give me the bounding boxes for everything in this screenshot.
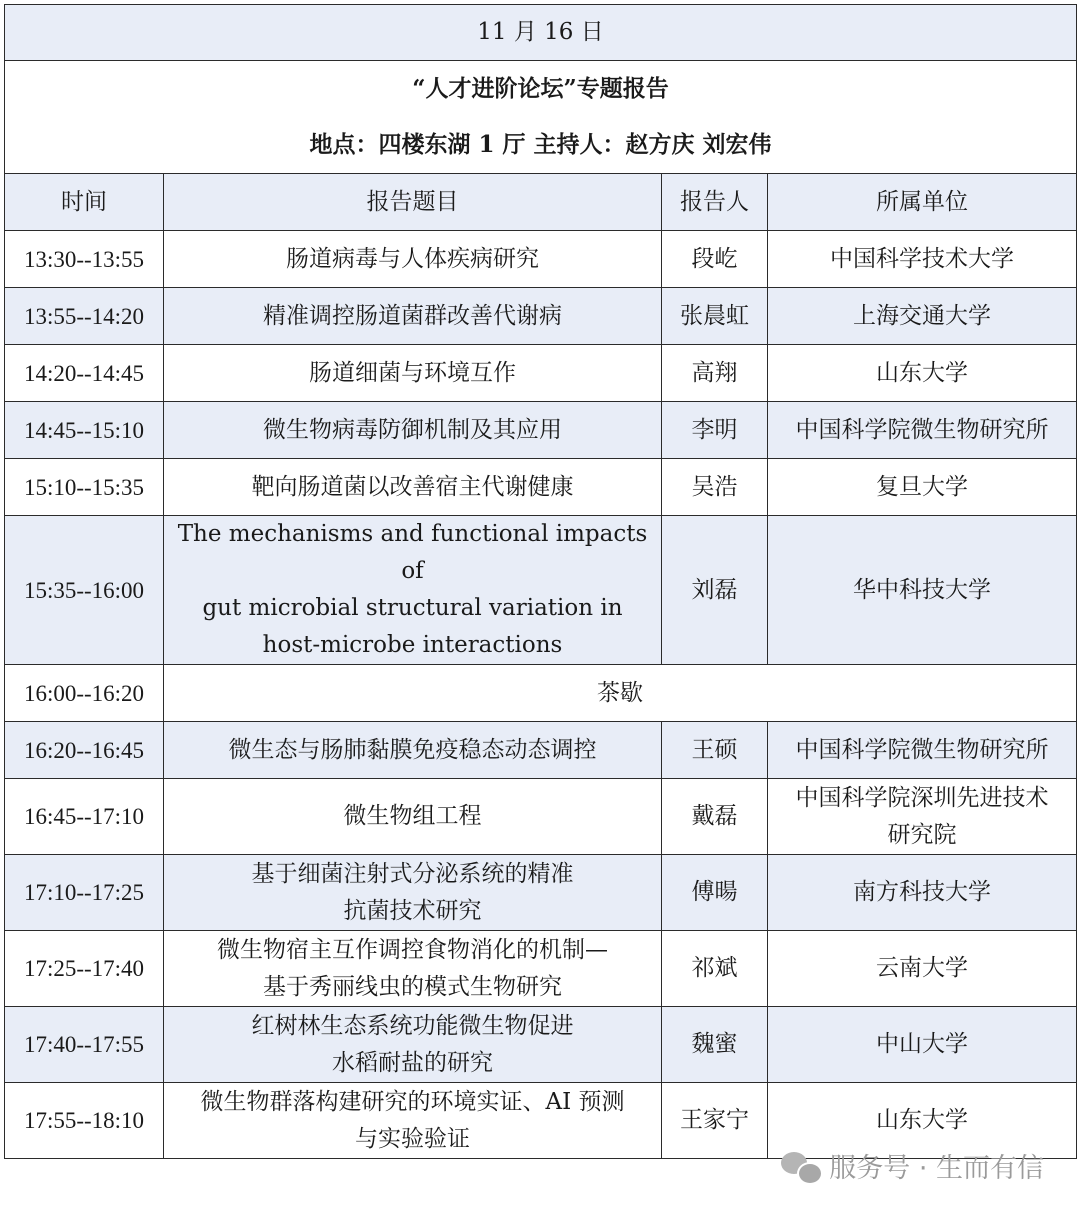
title-cell: [164, 1007, 662, 1083]
title-line: 微生态与肠肺黏膜免疫稳态动态调控: [228, 736, 597, 763]
title-line: 微生物病毒防御机制及其应用: [263, 416, 562, 443]
time-cell: 17:55--18:10: [5, 1083, 164, 1159]
title-line: 红树林生态系统功能微生物促进: [251, 1012, 574, 1039]
table-row: [5, 722, 1077, 779]
org-line: 云南大学: [876, 955, 969, 981]
session-location: 地点：四楼东湖 1 厅 主持人：赵方庆 刘宏伟: [309, 131, 772, 158]
speaker-cell: 高翔: [662, 345, 768, 402]
org-cell: [768, 345, 1077, 402]
speaker-cell: 傅暘: [662, 855, 768, 931]
org-line: 山东大学: [876, 1107, 969, 1133]
time-cell: 16:20--16:45: [5, 722, 164, 779]
title-line: 肠道细菌与环境互作: [309, 359, 516, 386]
title-line: 微生物组工程: [343, 803, 482, 829]
title-cell: [164, 231, 662, 288]
title-cell: [164, 855, 662, 931]
table-row: [5, 665, 1077, 722]
break-cell: 茶歇: [164, 665, 1077, 722]
title-cell: [164, 345, 662, 402]
title-cell: [164, 1083, 662, 1159]
org-line: 复旦大学: [876, 473, 969, 500]
org-line: 研究院: [887, 821, 957, 848]
wechat-icon: [781, 1150, 821, 1182]
watermark: [781, 1146, 1044, 1185]
column-header-title: 报告题目: [164, 174, 662, 231]
time-cell: 16:00--16:20: [5, 665, 164, 722]
time-cell: 17:25--17:40: [5, 931, 164, 1007]
title-cell: [164, 722, 662, 779]
table-row: [5, 459, 1077, 516]
org-line: 南方科技大学: [853, 879, 992, 905]
table-row: [5, 516, 1077, 665]
time-cell: 13:30--13:55: [5, 231, 164, 288]
speaker-cell: 段屹: [662, 231, 768, 288]
title-cell: [164, 931, 662, 1007]
header-row: [5, 174, 1077, 231]
org-cell: [768, 516, 1077, 665]
title-line: 微生物宿主互作调控食物消化的机制—: [217, 936, 608, 963]
column-header-org: 所属单位: [768, 174, 1077, 231]
time-cell: 17:40--17:55: [5, 1007, 164, 1083]
title-line: 精准调控肠道菌群改善代谢病: [263, 302, 562, 329]
title-line: 靶向肠道菌以改善宿主代谢健康: [251, 473, 574, 500]
watermark-text: 服务号 · 生而有信: [829, 1153, 1044, 1184]
session-title: “人才进阶论坛”专题报告: [412, 75, 669, 102]
table-row: [5, 779, 1077, 855]
time-cell: 13:55--14:20: [5, 288, 164, 345]
column-header-time: 时间: [5, 174, 164, 231]
title-line: 肠道病毒与人体疾病研究: [286, 245, 539, 272]
time-cell: 15:10--15:35: [5, 459, 164, 516]
title-line: 与实验验证: [355, 1125, 470, 1152]
speaker-cell: 张晨虹: [662, 288, 768, 345]
org-line: 中国科学技术大学: [830, 245, 1015, 272]
title-line: 基于细菌注射式分泌系统的精准: [251, 860, 574, 887]
column-header-speaker: 报告人: [662, 174, 768, 231]
table-row: [5, 288, 1077, 345]
org-cell: [768, 231, 1077, 288]
title-cell: [164, 288, 662, 345]
time-cell: 16:45--17:10: [5, 779, 164, 855]
title-line: 微生物群落构建研究的环境实证、AI 预测: [200, 1088, 625, 1115]
org-cell: [768, 931, 1077, 1007]
org-line: 中国科学院微生物研究所: [795, 736, 1049, 763]
org-line: 中国科学院微生物研究所: [795, 416, 1049, 443]
title-line: 基于秀丽线虫的模式生物研究: [263, 973, 562, 1000]
session-info-row: [5, 61, 1077, 174]
speaker-cell: 王家宁: [662, 1083, 768, 1159]
speaker-cell: 魏蜜: [662, 1007, 768, 1083]
time-cell: 17:10--17:25: [5, 855, 164, 931]
org-line: 华中科技大学: [853, 576, 992, 603]
schedule-table: [4, 4, 1077, 1159]
speaker-cell: 王硕: [662, 722, 768, 779]
title-line: 抗菌技术研究: [343, 897, 482, 924]
title-line: 水稻耐盐的研究: [332, 1049, 493, 1076]
date-row: [5, 5, 1077, 61]
table-row: [5, 345, 1077, 402]
table-row: [5, 855, 1077, 931]
org-cell: [768, 855, 1077, 931]
date-cell: 11 月 16 日: [5, 5, 1077, 61]
time-cell: 15:35--16:00: [5, 516, 164, 665]
table-row: [5, 1007, 1077, 1083]
org-cell: [768, 779, 1077, 855]
org-cell: [768, 722, 1077, 779]
org-cell: [768, 402, 1077, 459]
table-row: [5, 231, 1077, 288]
speaker-cell: 祁斌: [662, 931, 768, 1007]
org-line: 中国科学院深圳先进技术: [795, 784, 1049, 811]
org-cell: [768, 459, 1077, 516]
session-info-cell: [5, 61, 1077, 174]
org-cell: [768, 288, 1077, 345]
title-cell: [164, 516, 662, 665]
org-line: 中山大学: [876, 1031, 969, 1057]
title-line: host-microbe interactions: [262, 632, 563, 658]
speaker-cell: 李明: [662, 402, 768, 459]
speaker-cell: 刘磊: [662, 516, 768, 665]
org-line: 山东大学: [876, 359, 969, 386]
title-cell: [164, 779, 662, 855]
org-cell: [768, 1007, 1077, 1083]
table-row: [5, 402, 1077, 459]
speaker-cell: 戴磊: [662, 779, 768, 855]
time-cell: 14:45--15:10: [5, 402, 164, 459]
title-line: The mechanisms and functional impacts of: [177, 521, 648, 584]
title-line: gut microbial structural variation in: [202, 595, 623, 621]
title-cell: [164, 402, 662, 459]
org-line: 上海交通大学: [853, 302, 992, 329]
title-cell: [164, 459, 662, 516]
table-row: [5, 931, 1077, 1007]
time-cell: 14:20--14:45: [5, 345, 164, 402]
speaker-cell: 吴浩: [662, 459, 768, 516]
